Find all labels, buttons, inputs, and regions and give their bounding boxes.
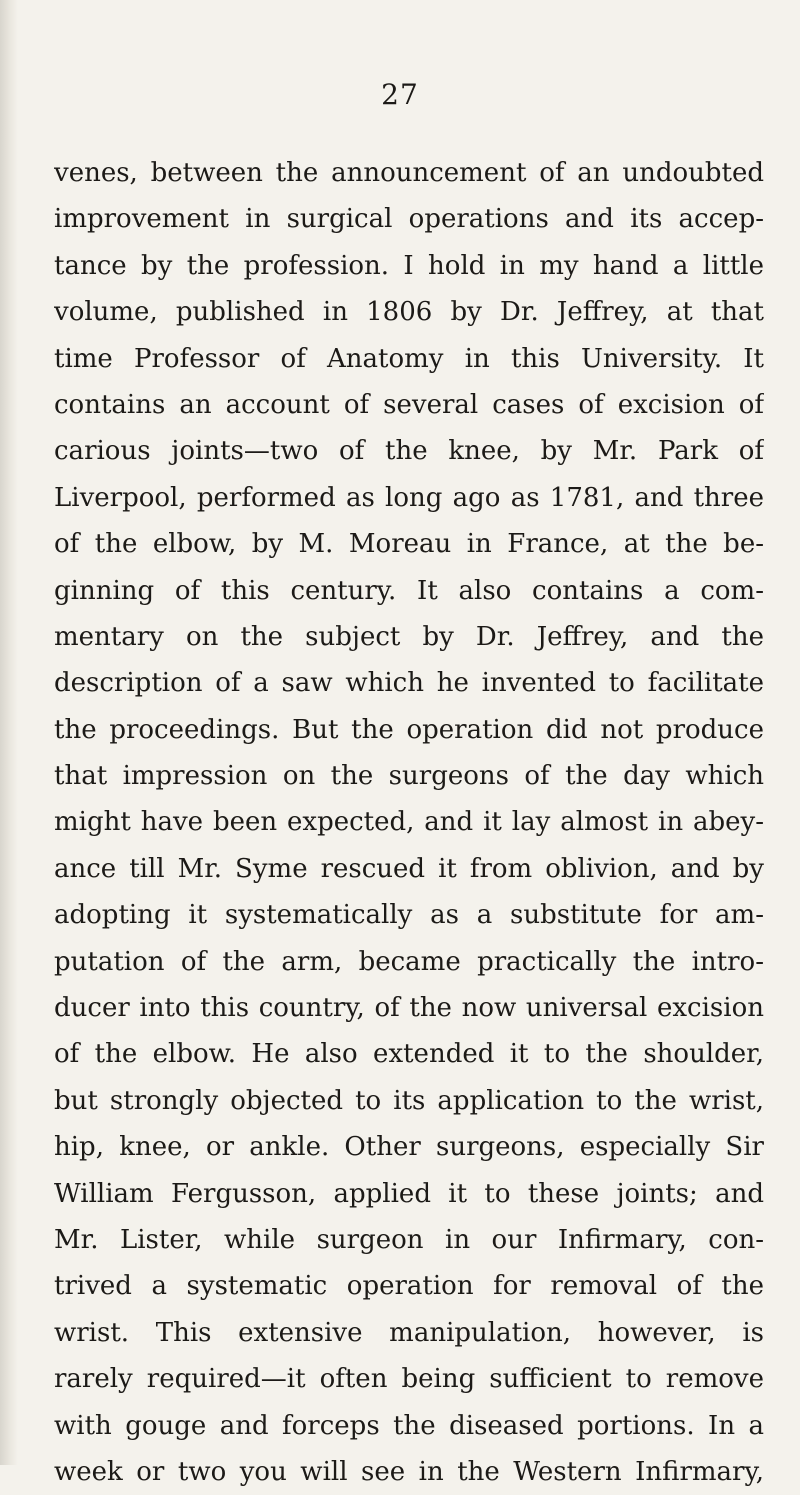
text-line: week or two you will see in the Western Infirmary, — [54, 1456, 764, 1487]
text-line: wrist. This extensive manipulation, however, is — [54, 1317, 764, 1348]
text-line: the proceedings. But the operation did not produce — [54, 714, 764, 745]
text-line: hip, knee, or ankle. Other surgeons, especially Sir — [54, 1132, 764, 1163]
text-line: Mr. Lister, while surgeon in our Infirmary, con- — [54, 1224, 764, 1255]
text-line: tance by the profession. I hold in my hand a little — [54, 250, 764, 281]
body-text — [54, 150, 764, 1495]
text-line: William Fergusson, applied it to these joints; and — [54, 1178, 764, 1209]
text-line: ginning of this century. It also contains a com- — [54, 575, 764, 606]
text-line: might have been expected, and it lay almost in abey- — [54, 807, 764, 838]
text-line: contains an account of several cases of excision of — [54, 389, 764, 420]
text-line: of the elbow, by M. Moreau in France, at the be- — [54, 529, 764, 560]
text-line: description of a saw which he invented to facilitate — [54, 668, 764, 699]
text-line: venes, between the announcement of an undoubted — [54, 158, 764, 188]
text-line: adopting it systematically as a substitute for am- — [54, 900, 764, 931]
page-number: 27 — [381, 78, 419, 111]
text-line: trived a systematic operation for removal of the — [54, 1271, 764, 1302]
text-line: improvement in surgical operations and its accep- — [54, 204, 764, 235]
text-line: with gouge and forceps the diseased portions. In a — [54, 1410, 764, 1441]
text-line: carious joints—two of the knee, by Mr. Park of — [54, 436, 764, 467]
text-line: that impression on the surgeons of the day which — [54, 761, 764, 792]
page-binding-shadow — [0, 0, 18, 1465]
text-line: rarely required—it often being sufficient to remove — [54, 1364, 764, 1395]
text-line: of the elbow. He also extended it to the shoulder, — [54, 1039, 764, 1070]
text-line: volume, published in 1806 by Dr. Jeffrey, at that — [54, 297, 764, 328]
text-line: Liverpool, performed as long ago as 1781, and three — [54, 482, 764, 513]
text-line: but strongly objected to its application to the wrist, — [54, 1085, 764, 1116]
text-line: ducer into this country, of the now universal excision — [54, 993, 764, 1024]
text-line: ance till Mr. Syme rescued it from oblivion, and by — [54, 853, 764, 884]
text-line: putation of the arm, became practically the intro- — [54, 946, 764, 977]
text-line: mentary on the subject by Dr. Jeffrey, and the — [54, 621, 764, 652]
text-line: time Professor of Anatomy in this University. It — [54, 343, 764, 374]
